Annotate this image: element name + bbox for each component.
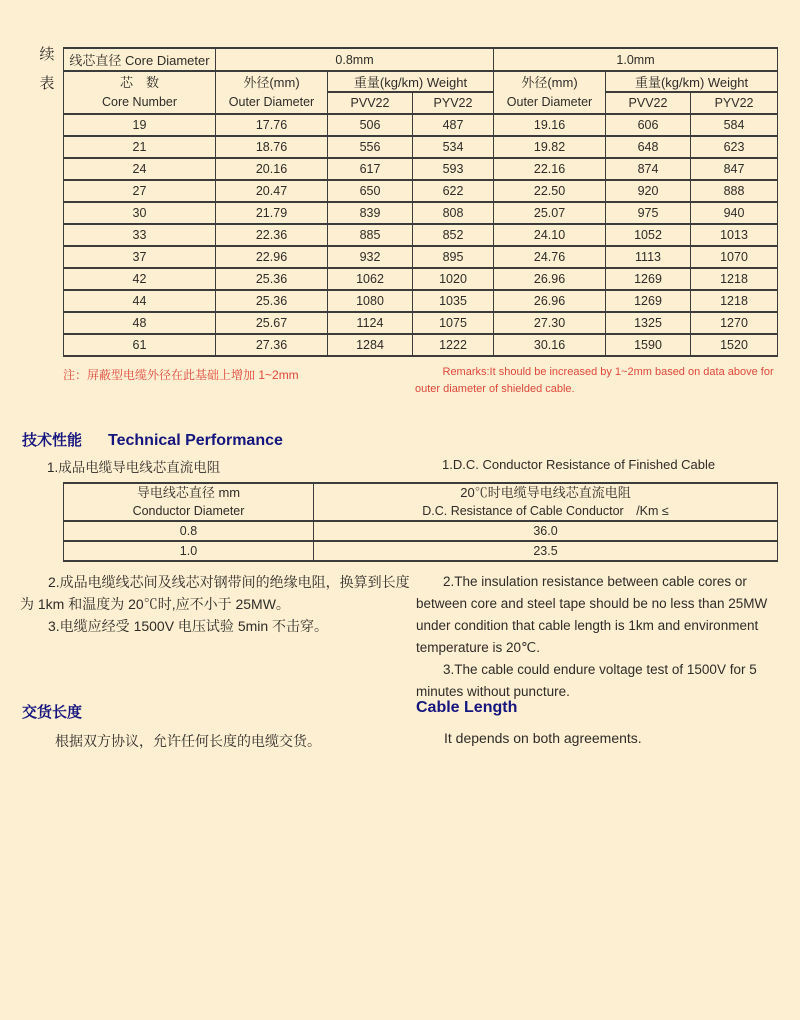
table-cell: 1218: [691, 290, 778, 312]
para-insulation-en: 2.The insulation resistance between cable cores or between core and steel tape should be no less than 25MW under condition that cable length is 1km and environment temperature is 20℃.: [416, 574, 768, 655]
table-cell: 44: [64, 290, 216, 312]
header-core-number-en: Core Number: [101, 94, 178, 109]
header-outer-diameter-zh: 外径(mm): [521, 75, 578, 91]
header-conductor-diameter-en: Conductor Diameter: [132, 504, 245, 519]
table-cell: 847: [691, 158, 778, 180]
table-cell: 1113: [606, 246, 691, 268]
table-row: [64, 246, 778, 268]
header-outer-diameter-0.8: [216, 71, 328, 114]
table-cell: 606: [606, 114, 691, 136]
continued-char-1: 续: [39, 46, 55, 63]
table-cell: 487: [413, 114, 494, 136]
table-cell: 650: [328, 180, 413, 202]
table-cell: 17.76: [216, 114, 328, 136]
cable-length-heading-en-text: Cable Length: [416, 699, 518, 716]
para-voltage-zh: 3.电缆应经受 1500V 电压试验 5min 不击穿。: [48, 618, 329, 634]
table-cell: 1052: [606, 224, 691, 246]
table-cell: 932: [328, 246, 413, 268]
technical-paragraphs-zh: [20, 571, 412, 637]
table-cell: 20.16: [216, 158, 328, 180]
dc-resistance-item-en: 1.D.C. Conductor Resistance of Finished Cable: [442, 457, 716, 472]
technical-performance-heading-en: Technical Performance: [108, 432, 283, 449]
table-cell: 1080: [328, 290, 413, 312]
table-cell: 622: [413, 180, 494, 202]
para-insulation-zh: 2.成品电缆线芯间及线芯对钢带间的绝缘电阻，换算到长度为 1km 和温度为 20℃时,应不小于 25MW。: [20, 574, 410, 612]
dc-resistance-item-zh: 1.成品电缆导电线芯直流电阻: [47, 460, 221, 475]
resistance-table-body: [64, 521, 778, 561]
table-cell: 25.36: [216, 290, 328, 312]
table-cell: 1124: [328, 312, 413, 334]
table-cell: 42: [64, 268, 216, 290]
resistance-header-row: [64, 483, 778, 521]
core-diameter-weight-table: [63, 47, 778, 357]
table-cell: 1.0: [64, 541, 314, 561]
table-cell: 1218: [691, 268, 778, 290]
table-cell: 1020: [413, 268, 494, 290]
table-row: [64, 290, 778, 312]
table-row: [64, 180, 778, 202]
header-pyv22-1.0: PYV22: [691, 92, 778, 114]
table-cell: 21.79: [216, 202, 328, 224]
header-weight-1.0: 重量(kg/km) Weight: [606, 71, 778, 92]
table-cell: 19.16: [494, 114, 606, 136]
header-dc-resistance-en: D.C. Resistance of Cable Conductor /Km ≤: [422, 504, 669, 519]
table-cell: 623: [691, 136, 778, 158]
table-row: [64, 312, 778, 334]
header-dc-resistance: [314, 483, 778, 521]
header-outer-diameter-zh: 外径(mm): [243, 75, 300, 91]
table-cell: 19.82: [494, 136, 606, 158]
table-cell: 22.50: [494, 180, 606, 202]
table-row: [64, 334, 778, 356]
table-row: [64, 521, 778, 541]
table-cell: 27.30: [494, 312, 606, 334]
header-core-number: [64, 71, 216, 114]
table-cell: 33: [64, 224, 216, 246]
technical-performance-heading-zh: 技术性能: [22, 432, 83, 449]
table-row: [64, 541, 778, 561]
table-row: [64, 114, 778, 136]
table-cell: 1075: [413, 312, 494, 334]
table-cell: 888: [691, 180, 778, 202]
header-row-2: [64, 71, 778, 92]
note-en: Remarks:It should be increased by 1~2mm based on data above for outer diameter of shielded cable.: [415, 366, 774, 395]
cable-length-text-zh: 根据双方协议，允许任何长度的电缆交货。: [55, 733, 321, 749]
table-cell: 1590: [606, 334, 691, 356]
para-voltage-en: 3.The cable could endure voltage test of 1500V for 5 minutes without puncture.: [416, 662, 757, 699]
table-cell: 26.96: [494, 268, 606, 290]
table-cell: 940: [691, 202, 778, 224]
table-cell: 24.10: [494, 224, 606, 246]
header-outer-diameter-en: Outer Diameter: [228, 94, 315, 109]
table-cell: 37: [64, 246, 216, 268]
table-cell: 27: [64, 180, 216, 202]
header-core-diameter: 线芯直径 Core Diameter: [64, 48, 216, 71]
table-row: [64, 268, 778, 290]
table-cell: 506: [328, 114, 413, 136]
table-cell: 25.36: [216, 268, 328, 290]
table-cell: 920: [606, 180, 691, 202]
table-cell: 852: [413, 224, 494, 246]
table-cell: 839: [328, 202, 413, 224]
header-dc-resistance-zh: 20℃时电缆导电线芯直流电阻: [460, 485, 631, 501]
header-core-number-zh: 芯 数: [119, 75, 159, 91]
table-cell: 556: [328, 136, 413, 158]
table-cell: 617: [328, 158, 413, 180]
dc-resistance-table: [63, 482, 778, 562]
table-cell: 22.96: [216, 246, 328, 268]
table-row: [64, 202, 778, 224]
table-cell: 648: [606, 136, 691, 158]
table-cell: 24.76: [494, 246, 606, 268]
table-cell: 30.16: [494, 334, 606, 356]
header-conductor-diameter: [64, 483, 314, 521]
header-outer-diameter-en: Outer Diameter: [506, 94, 593, 109]
table-cell: 61: [64, 334, 216, 356]
table-cell: 1070: [691, 246, 778, 268]
header-conductor-diameter-zh: 导电线芯直径 mm: [136, 485, 241, 501]
table-cell: 1269: [606, 268, 691, 290]
technical-paragraphs-en: [416, 571, 790, 703]
table-cell: 20.47: [216, 180, 328, 202]
table-cell: 808: [413, 202, 494, 224]
table-cell: 19: [64, 114, 216, 136]
table-cell: 1325: [606, 312, 691, 334]
table-cell: 36.0: [314, 521, 778, 541]
cable-length-heading-zh-text: 交货长度: [22, 704, 83, 721]
table-row: [64, 224, 778, 246]
table-cell: 593: [413, 158, 494, 180]
continued-char-2: 表: [39, 75, 55, 92]
table-row: [64, 158, 778, 180]
table-cell: 1269: [606, 290, 691, 312]
table-cell: 1284: [328, 334, 413, 356]
table-cell: 21: [64, 136, 216, 158]
table-cell: 975: [606, 202, 691, 224]
table-cell: 1013: [691, 224, 778, 246]
table-cell: 23.5: [314, 541, 778, 561]
header-row-1: [64, 48, 778, 71]
header-size-0.8mm: 0.8mm: [216, 48, 494, 71]
table-cell: 534: [413, 136, 494, 158]
table-cell: 27.36: [216, 334, 328, 356]
table-cell: 24: [64, 158, 216, 180]
table-cell: 22.36: [216, 224, 328, 246]
table-row: [64, 136, 778, 158]
header-pyv22-0.8: PYV22: [413, 92, 494, 114]
table-cell: 30: [64, 202, 216, 224]
table-cell: 1062: [328, 268, 413, 290]
table-cell: 895: [413, 246, 494, 268]
cable-length-heading-en: [416, 699, 517, 717]
header-size-1.0mm: 1.0mm: [494, 48, 778, 71]
table-cell: 25.07: [494, 202, 606, 224]
table-cell: 26.96: [494, 290, 606, 312]
header-pvv22-1.0: PVV22: [606, 92, 691, 114]
header-pvv22-0.8: PVV22: [328, 92, 413, 114]
table-cell: 885: [328, 224, 413, 246]
table-cell: 0.8: [64, 521, 314, 541]
table-cell: 18.76: [216, 136, 328, 158]
continued-table-label: [36, 40, 58, 98]
header-outer-diameter-1.0: [494, 71, 606, 114]
table-cell: 1222: [413, 334, 494, 356]
table-cell: 1520: [691, 334, 778, 356]
table-cell: 584: [691, 114, 778, 136]
note-zh: 注：屏蔽型电缆外径在此基础上增加 1~2mm: [63, 368, 299, 382]
table-cell: 48: [64, 312, 216, 334]
table-cell: 874: [606, 158, 691, 180]
main-table-body: [64, 114, 778, 356]
table-cell: 1035: [413, 290, 494, 312]
table-cell: 1270: [691, 312, 778, 334]
cable-length-text-en: It depends on both agreements.: [444, 730, 642, 746]
header-weight-0.8: 重量(kg/km) Weight: [328, 71, 494, 92]
table-cell: 25.67: [216, 312, 328, 334]
cable-length-heading-zh: [22, 701, 82, 722]
table-cell: 22.16: [494, 158, 606, 180]
technical-performance-heading: [22, 429, 283, 450]
